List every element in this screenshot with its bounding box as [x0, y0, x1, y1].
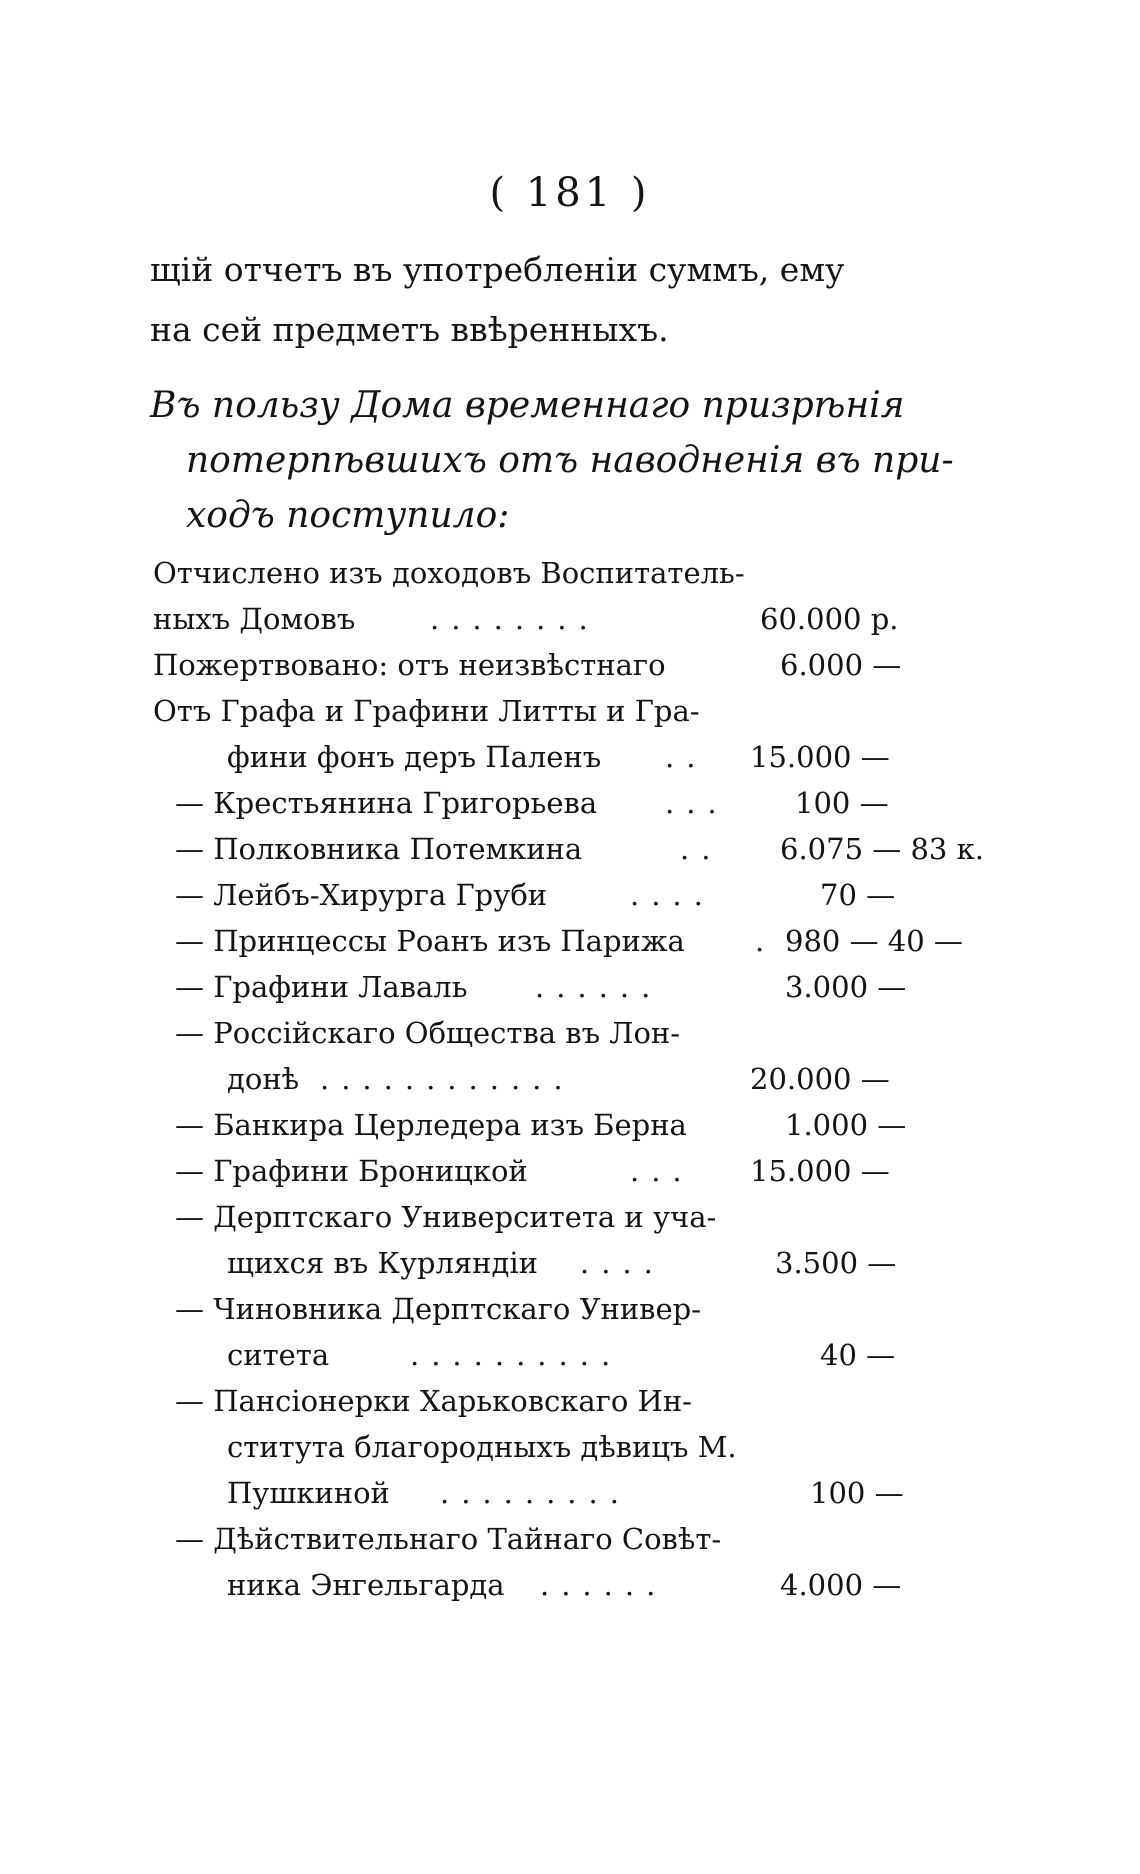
donor-name-line1: — Пансіонерки Харьковскаго Ин- [175, 1384, 692, 1418]
leader-dots: ........ [430, 602, 600, 636]
leader-dots: ...... [540, 1568, 668, 1602]
donor-name-line1: — Россійскаго Общества въ Лон- [175, 1016, 681, 1050]
intro-line-1: щій отчетъ въ употребленіи суммъ, ему [150, 250, 845, 289]
donation-entry [0, 872, 1140, 918]
donor-name-line1: Отъ Графа и Графини Литты и Гра- [153, 694, 700, 728]
donor-name-line2: донѣ [227, 1062, 300, 1096]
leader-dots: ... [630, 1154, 694, 1188]
donation-entry [0, 1516, 1140, 1562]
donor-name-line2: ститута благородныхъ дѣвицъ М. [227, 1430, 737, 1464]
donor-name-line1: — Принцессы Роанъ изъ Парижа [175, 924, 685, 958]
donor-name-line2: фини фонъ деръ Паленъ [227, 740, 602, 774]
donation-entry-cont [0, 1332, 1140, 1378]
donation-entry-cont [0, 734, 1140, 780]
donation-entry [0, 1148, 1140, 1194]
donation-entry [0, 1194, 1140, 1240]
donor-name-line2: ныхъ Домовъ [153, 602, 356, 636]
leader-dots: .. [680, 832, 723, 866]
donation-amount: 6.075 — 83 к. [780, 832, 984, 866]
donor-name-line2: ника Энгельгарда [227, 1568, 505, 1602]
donation-amount: 15.000 — [750, 740, 890, 774]
donation-entry [0, 642, 1140, 688]
donation-amount: 980 — 40 — [785, 924, 963, 958]
intro-line-2: на сей предметъ ввѣренныхъ. [150, 310, 669, 349]
donor-name-line3: Пушкиной [227, 1476, 390, 1510]
donation-entry [0, 550, 1140, 596]
leader-dots: ......... [440, 1476, 631, 1510]
donor-name-line1: — Лейбъ-Хирурга Груби [175, 878, 548, 912]
donor-name-line1: Пожертвовано: отъ неизвѣстнаго [153, 648, 666, 682]
donation-amount: 1.000 — [785, 1108, 907, 1142]
donation-entry [0, 1102, 1140, 1148]
heading-line-3: ходъ поступило: [186, 495, 510, 536]
donor-name-line1: — Банкира Церледера изъ Берна [175, 1108, 687, 1142]
heading-line-2: потерпѣвшихъ отъ наводненія въ при- [186, 440, 954, 481]
donor-name-line1: — Крестьянина Григорьева [175, 786, 598, 820]
donation-entry [0, 780, 1140, 826]
donation-entry [0, 1286, 1140, 1332]
donation-amount: 40 — [820, 1338, 896, 1372]
donation-amount: 15.000 — [750, 1154, 890, 1188]
donation-entry-cont [0, 1424, 1140, 1470]
leader-dots: .. [665, 740, 708, 774]
page-number: ( 181 ) [489, 170, 651, 216]
donor-name-line1: — Дѣйствительнаго Тайнаго Совѣт- [175, 1522, 722, 1556]
donation-entry [0, 964, 1140, 1010]
donation-amount: 70 — [820, 878, 896, 912]
leader-dots: ...... [535, 970, 663, 1004]
donor-name-line1: — Дерптскаго Университета и уча- [175, 1200, 717, 1234]
donation-entry [0, 1378, 1140, 1424]
donation-entry [0, 918, 1140, 964]
donor-name-line1: Отчислено изъ доходовъ Воспитатель- [153, 556, 745, 590]
donation-entry-cont [0, 1470, 1140, 1516]
donation-amount: 3.000 — [785, 970, 907, 1004]
donor-name-line1: — Графини Лаваль [175, 970, 468, 1004]
donor-name-line1: — Чиновника Дерптскаго Универ- [175, 1292, 702, 1326]
donor-name-line2: ситета [227, 1338, 330, 1372]
donor-name-line1: — Графини Броницкой [175, 1154, 528, 1188]
donation-entry-cont [0, 1240, 1140, 1286]
leader-dots: .......... [410, 1338, 623, 1372]
donation-amount: 6.000 — [780, 648, 902, 682]
donation-entry-cont [0, 1562, 1140, 1608]
donor-name-line1: — Полковника Потемкина [175, 832, 583, 866]
donation-amount: 100 — [795, 786, 889, 820]
leader-dots: .... [630, 878, 715, 912]
donation-entry [0, 826, 1140, 872]
donor-name-line2: щихся въ Курляндіи [227, 1246, 538, 1280]
donation-amount: 60.000 р. [760, 602, 899, 636]
donation-amount: 100 — [810, 1476, 904, 1510]
donation-amount: 3.500 — [775, 1246, 897, 1280]
donation-amount: 20.000 — [750, 1062, 890, 1096]
donation-entry [0, 1010, 1140, 1056]
leader-dots: .... [580, 1246, 665, 1280]
donation-entry-cont [0, 596, 1140, 642]
donation-entry [0, 688, 1140, 734]
donation-amount: 4.000 — [780, 1568, 902, 1602]
leader-dots: ... [665, 786, 729, 820]
leader-dots: ............ [320, 1062, 575, 1096]
donation-entry-cont [0, 1056, 1140, 1102]
heading-line-1: Въ пользу Дома временнаго призрѣнія [150, 385, 905, 426]
leader-dots: . [755, 924, 777, 958]
